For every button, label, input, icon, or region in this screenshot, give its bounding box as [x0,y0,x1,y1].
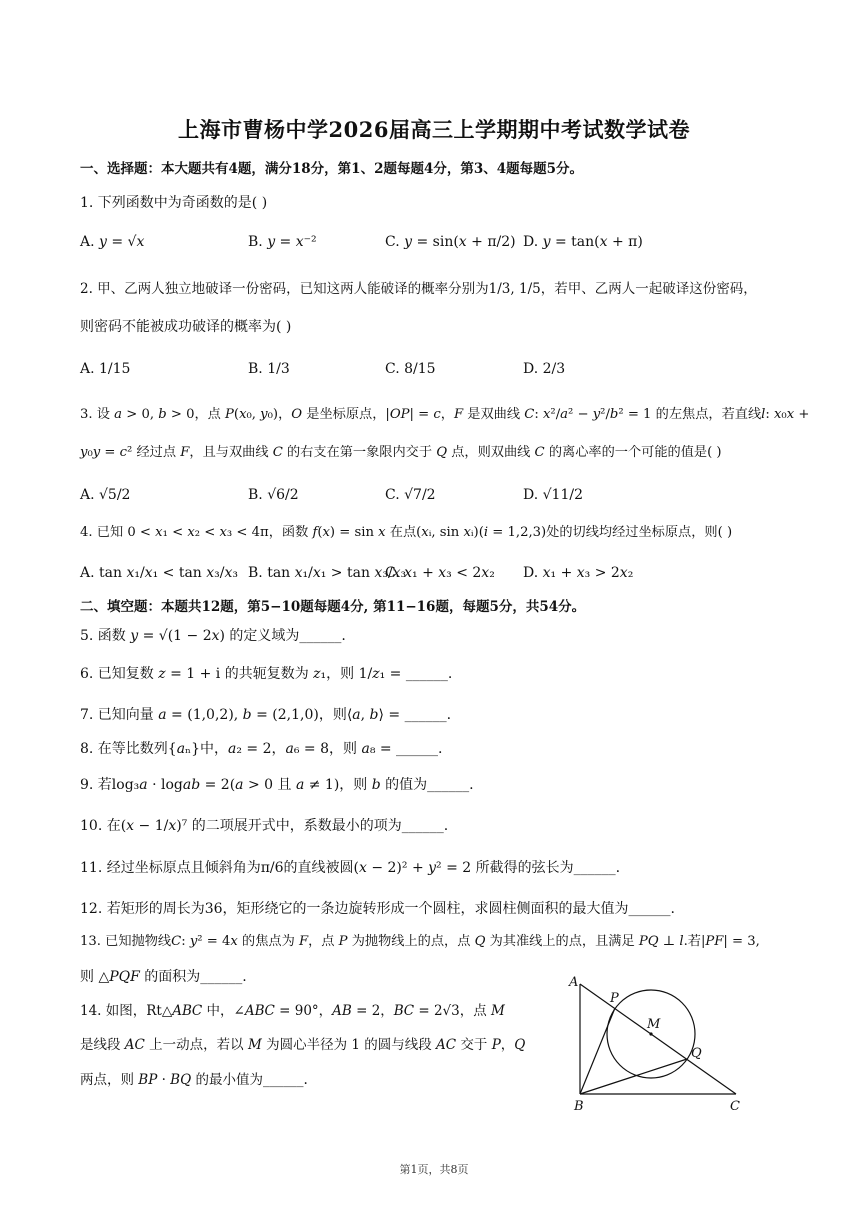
page-footer: 第1页，共8页 [399,1163,469,1176]
question-1-option-d: D. 𝑦 = tan(𝑥 + π) [523,234,643,250]
point-m [649,1032,652,1035]
question-14-line-3: 两点，则 𝐵𝑃 · 𝐵𝑄 的最小值为______. [80,1072,308,1088]
question-11: 11. 经过坐标原点且倾斜角为π/6的直线被圆(𝑥 − 2)² + 𝑦² = 2 所截得的弦长为______. [80,860,621,876]
question-10: 10. 在(𝑥 − 1/𝑥)⁷ 的二项展开式中，系数最小的项为______. [80,818,449,834]
triangle-circle-figure [560,970,760,1120]
question-4-option-d: D. 𝑥₁ + 𝑥₃ > 2𝑥₂ [523,565,634,581]
label-c: C [730,1099,740,1114]
question-2-option-d: D. 2/3 [523,361,566,377]
question-1-option-c: C. 𝑦 = sin(𝑥 + π/2) [385,234,516,250]
question-14-line-2: 是线段 𝐴𝐶 上一动点，若以 𝑀 为圆心半径为 1 的圆与线段 𝐴𝐶 交于 𝑃，𝑄 [80,1037,526,1053]
segment-bq [580,1059,687,1094]
label-a: A [569,975,579,990]
label-q: Q [691,1046,702,1061]
question-3-line-1: 3. 设 𝑎 > 0, 𝑏 > 0，点 𝑃(𝑥₀, 𝑦₀)，𝑂 是坐标原点，|𝑂𝑃| = 𝑐，𝐹 是双曲线 𝐶: 𝑥²/𝑎² − 𝑦²/𝑏² = 1 的左焦点，若直线𝑙: 𝑥₀𝑥 + [80,407,810,422]
question-14-line-1: 14. 如图，Rt△𝐴𝐵𝐶 中，∠𝐴𝐵𝐶 = 90°，𝐴𝐵 = 2，𝐵𝐶 = 2√3，点 𝑀 [80,1003,505,1019]
section-two-header: 二、填空题：本题共12题，第5−10题每题4分, 第11−16题，每题5分，共54分。 [80,599,586,615]
question-12: 12. 若矩形的周长为36，矩形绕它的一条边旋转形成一个圆柱，求圆柱侧面积的最大值为______. [80,901,675,917]
question-4-option-a: A. tan 𝑥₁/𝑥₁ < tan 𝑥₃/𝑥₃ [80,565,238,581]
question-5: 5. 函数 𝑦 = √(1 − 2𝑥) 的定义域为______. [80,628,346,644]
label-p: P [610,991,619,1006]
label-b: B [574,1099,584,1114]
question-6: 6. 已知复数 𝑧 = 1 + i 的共轭复数为 𝑧₁，则 1/𝑧₁ = ______. [80,666,453,682]
question-4-option-c: C. 𝑥₁ + 𝑥₃ < 2𝑥₂ [385,565,495,581]
page-title: 上海市曹杨中学2026届高三上学期期中考试数学试卷 [178,117,690,142]
section-one-header: 一、选择题：本大题共有4题，满分18分，第1、2题每题4分，第3、4题每题5分。 [80,161,584,177]
question-7: 7. 已知向量 𝑎 = (1,0,2), 𝑏 = (2,1,0)，则⟨𝑎, 𝑏⟩ = ______. [80,707,452,723]
question-3-option-a: A. √5/2 [80,487,131,503]
question-2-line-2: 则密码不能被成功破译的概率为( ) [80,319,292,335]
question-9: 9. 若log₃𝑎 · log𝑎𝑏 = 2(𝑎 > 0 且 𝑎 ≠ 1)，则 𝑏 的值为______. [80,777,474,793]
question-4-option-b: B. tan 𝑥₁/𝑥₁ > tan 𝑥₃/𝑥₃ [248,565,407,581]
question-3-option-b: B. √6/2 [248,487,299,503]
question-2-line-1: 2. 甲、乙两人独立地破译一份密码，已知这两人能破译的概率分别为1/3, 1/5，若甲、乙两人一起破译这份密码， [80,281,757,297]
segment-bp [580,1008,615,1094]
question-1-stem: 1. 下列函数中为奇函数的是( ) [80,195,268,211]
question-2-option-c: C. 8/15 [385,361,436,377]
question-8: 8. 在等比数列{𝑎ₙ}中，𝑎₂ = 2，𝑎₆ = 8，则 𝑎₈ = ______. [80,741,443,757]
question-13-line-1: 13. 已知抛物线𝐶: 𝑦² = 4𝑥 的焦点为 𝐹，点 𝑃 为抛物线上的点，点 𝑄 为其准线上的点，且满足 𝑃𝑄 ⊥ 𝑙.若|𝑃𝐹| = 3, [80,934,760,949]
question-1-option-b: B. 𝑦 = 𝑥⁻² [248,234,317,250]
question-4-line-1: 4. 已知 0 < 𝑥₁ < 𝑥₂ < 𝑥₃ < 4π，函数 𝑓(𝑥) = sin 𝑥 在点(𝑥ᵢ, sin 𝑥ᵢ)(𝑖 = 1,2,3)处的切线均经过坐标原点，则( ) [80,525,733,540]
question-3-line-2: 𝑦₀𝑦 = 𝑐² 经过点 𝐹，且与双曲线 𝐶 的右支在第一象限内交于 𝑄 点，则双曲线 𝐶 的离心率的一个可能的值是( ) [80,445,722,460]
question-3-option-c: C. √7/2 [385,487,436,503]
label-m: M [647,1017,661,1032]
question-2-option-a: A. 1/15 [80,361,131,377]
question-3-option-d: D. √11/2 [523,487,583,503]
question-1-option-a: A. 𝑦 = √𝑥 [80,234,145,250]
question-13-line-2: 则 △𝑃𝑄𝐹 的面积为______. [80,969,247,985]
question-2-option-b: B. 1/3 [248,361,290,377]
